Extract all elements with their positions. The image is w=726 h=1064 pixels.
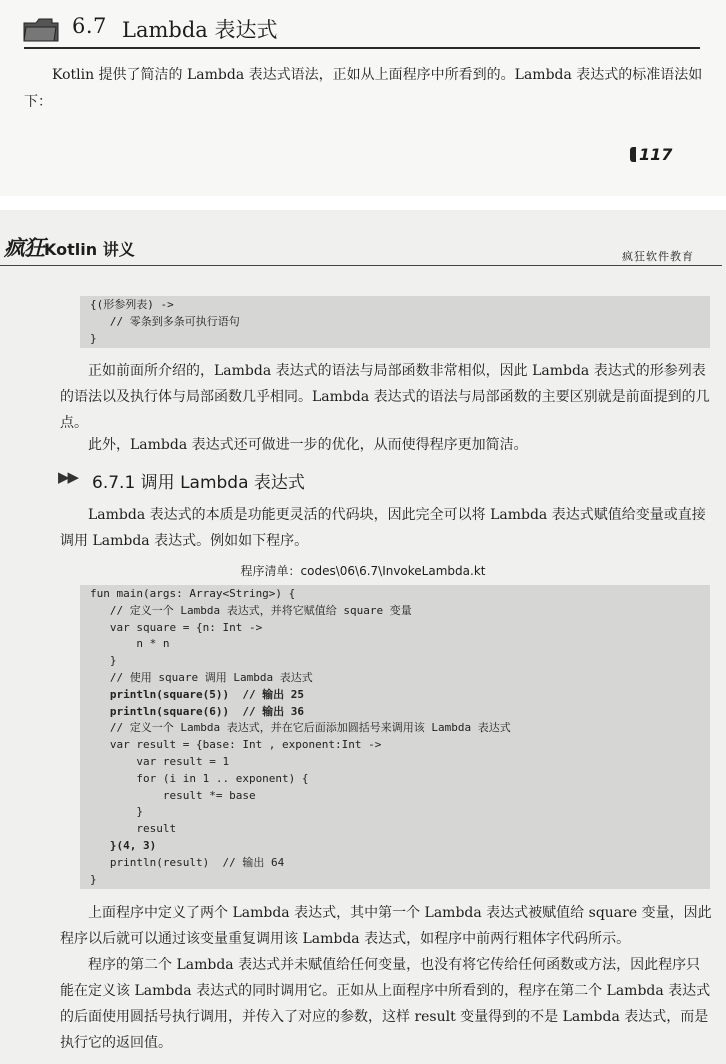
code-line: println(result) // 输出 64: [90, 855, 285, 869]
folder-icon: [22, 17, 60, 43]
code-line: println(square(6)) // 输出 36: [90, 704, 305, 718]
section-title: Lambda 表达式: [122, 18, 278, 42]
intro-paragraph: Kotlin 提供了简洁的 Lambda 表达式语法，正如从上面程序中所看到的。Lambda 表达式的标准语法如下：: [24, 67, 703, 110]
code-line: }: [90, 331, 97, 345]
code-line: var result = {base: Int , exponent:Int ->: [90, 738, 382, 752]
code-line: // 定义一个 Lambda 表达式，并将它赋值给 square 变量: [90, 603, 412, 617]
code-line: }: [90, 654, 117, 668]
bottom-page: [0, 210, 726, 1064]
code-line: result: [90, 822, 177, 836]
paragraph-similarity: 正如前面所介绍的，Lambda 表达式的语法与局部函数非常相似，因此 Lambda 表达式的形参列表的语法以及执行体与局部函数几乎相同。Lambda 表达式的语法与局部函数的主要区别就是前面提到的几点。: [60, 363, 710, 431]
code-line: // 零条到多条可执行语句: [90, 314, 240, 328]
program-code-block: [80, 585, 710, 889]
top-page: [0, 0, 726, 196]
paragraph-essence: Lambda 表达式的本质是功能更灵活的代码块，因此完全可以将 Lambda 表达式赋值给变量或直接调用 Lambda 表达式。例如如下程序。: [60, 507, 706, 549]
code-line: n * n: [90, 637, 170, 651]
code-line: for (i in 1 .. exponent) {: [90, 771, 309, 785]
code-line: fun main(args: Array<String>) {: [90, 587, 296, 600]
subsection-arrow-icon: ▶▶: [58, 468, 78, 486]
code-line: }(4, 3): [90, 838, 157, 852]
paragraph-explain-first: 上面程序中定义了两个 Lambda 表达式，其中第一个 Lambda 表达式被赋值给 square 变量，因此程序以后就可以通过该变量重复调用该 Lambda 表达式，如程序中前两行粗体字代码所示。: [60, 905, 712, 947]
code-line: println(square(5)) // 输出 25: [90, 687, 305, 701]
syntax-code-block: [80, 296, 710, 348]
code-line: var result = 1: [90, 754, 230, 768]
page-number: [630, 145, 672, 164]
code-line: var square = {n: Int ->: [90, 620, 263, 634]
code-line: {(形参列表) ->: [90, 298, 174, 311]
paragraph-explain-second: 程序的第二个 Lambda 表达式并未赋值给任何变量，也没有将它传给任何函数或方法，因此程序只能在定义该 Lambda 表达式的同时调用它。正如从上面程序中所看到的，程序在第二个 Lambda 表达式的后面使用圆括号执行调用，并传入了对应的参数，这样 result 变量得到的不是 Lambda 表达式，而是执行它的返回值。: [60, 957, 711, 1051]
header-divider: [0, 265, 722, 266]
book-brand: Kotlin 讲义: [44, 240, 135, 259]
page-number-text: 117: [639, 145, 673, 164]
page-gap: [0, 196, 726, 210]
code-line: result *= base: [90, 788, 256, 802]
code-line: // 定义一个 Lambda 表达式，并在它后面添加圆括号来调用该 Lambda 表达式: [90, 721, 511, 735]
book-logo-mark: 疯狂: [4, 236, 44, 260]
section-divider: [24, 47, 700, 49]
section-number: 6.7: [72, 14, 107, 38]
publisher-name: 疯狂软件教育: [622, 250, 694, 263]
listing-caption: 程序清单：codes\06\6.7\InvokeLambda.kt: [240, 564, 486, 578]
code-line: // 使用 square 调用 Lambda 表达式: [90, 670, 313, 684]
paragraph-optimize: 此外，Lambda 表达式还可做进一步的优化，从而使得程序更加简洁。: [88, 437, 528, 453]
subsection-title: 6.7.1 调用 Lambda 表达式: [92, 473, 305, 493]
code-line: }: [90, 805, 143, 819]
code-line: }: [90, 872, 97, 886]
book-logo: [4, 232, 135, 262]
page-number-marker-icon: [630, 147, 636, 162]
